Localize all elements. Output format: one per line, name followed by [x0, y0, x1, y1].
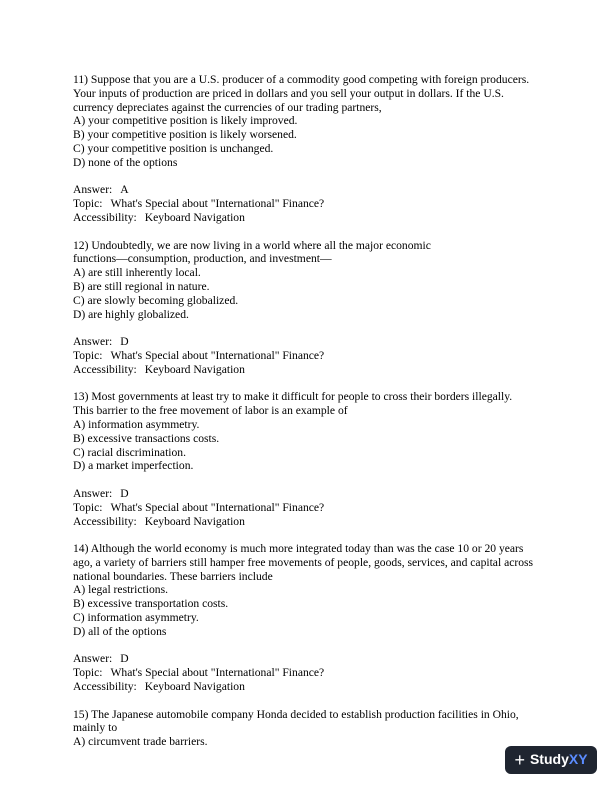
option-c: C) information asymmetry. — [73, 611, 199, 625]
option-b: B) are still regional in nature. — [73, 279, 210, 293]
answer-line — [73, 487, 553, 501]
studyxy-badge[interactable] — [505, 746, 597, 774]
option-b: B) excessive transportation costs. — [73, 597, 229, 611]
answer-line — [73, 183, 553, 197]
answer-value: D — [120, 335, 129, 349]
answer-block-12 — [73, 335, 553, 376]
option-c: C) racial discrimination. — [73, 445, 187, 459]
option-a: A) your competitive position is likely improved. — [73, 114, 298, 128]
question-line: 14) Although the world economy is much more integrated today than was the case 10 or 20 years — [73, 542, 524, 556]
option-a: A) circumvent trade barriers. — [73, 735, 208, 749]
option-d: D) are highly globalized. — [73, 307, 189, 321]
accessibility-value: Keyboard Navigation — [144, 362, 245, 376]
answer-value: A — [120, 183, 129, 197]
option-a: A) information asymmetry. — [73, 417, 200, 431]
question-line: functions—consumption, production, and investment— — [73, 252, 332, 266]
accessibility-label: Accessibility: — [73, 210, 137, 224]
question-line: 11) Suppose that you are a U.S. producer of a commodity good competing with foreign producers. — [73, 73, 530, 86]
accessibility-label: Accessibility: — [73, 680, 137, 694]
topic-label: Topic: — [73, 500, 103, 514]
accessibility-line — [73, 515, 553, 529]
answer-label: Answer: — [73, 335, 113, 349]
answer-line — [73, 652, 553, 666]
option-a: A) legal restrictions. — [73, 583, 168, 597]
answer-label: Answer: — [73, 652, 113, 666]
question-line: 12) Undoubtedly, we are now living in a world where all the major economic — [73, 238, 431, 252]
option-d: D) all of the options — [73, 624, 167, 638]
answer-line — [73, 335, 553, 349]
question-line: ago, a variety of barriers still hamper free movements of people, goods, services, and capital across — [73, 555, 534, 569]
option-b: B) excessive transactions costs. — [73, 431, 220, 445]
topic-label: Topic: — [73, 348, 103, 362]
question-line: 13) Most governments at least try to make it difficult for people to cross their borders illegally. — [73, 390, 513, 404]
question-line: This barrier to the free movement of labor is an example of — [73, 404, 348, 418]
answer-value: D — [120, 486, 129, 500]
topic-value: What's Special about "International" Finance? — [110, 500, 325, 514]
question-line: national boundaries. These barriers include — [73, 569, 273, 583]
accessibility-line — [73, 680, 553, 694]
option-d: D) none of the options — [73, 155, 178, 169]
topic-label: Topic: — [73, 197, 103, 211]
plus-icon: + — [514, 750, 525, 770]
topic-value: What's Special about "International" Finance? — [110, 348, 325, 362]
option-c: C) are slowly becoming globalized. — [73, 293, 239, 307]
accessibility-label: Accessibility: — [73, 362, 137, 376]
option-c: C) your competitive position is unchanged. — [73, 141, 274, 155]
answer-label: Answer: — [73, 183, 113, 197]
accessibility-label: Accessibility: — [73, 514, 137, 528]
answer-block-13 — [73, 487, 553, 528]
option-d: D) a market imperfection. — [73, 459, 194, 473]
topic-label: Topic: — [73, 666, 103, 680]
question-14 — [73, 542, 553, 639]
topic-line — [73, 349, 553, 363]
accessibility-line — [73, 363, 553, 377]
answer-block-11 — [73, 183, 553, 224]
badge-brand-study: Study — [529, 751, 569, 768]
question-11 — [73, 73, 553, 170]
question-line: Your inputs of production are priced in dollars and you sell your output in dollars. If the U.S. — [73, 86, 504, 100]
answer-value: D — [120, 652, 129, 666]
topic-line — [73, 197, 553, 211]
topic-line — [73, 666, 553, 680]
question-12 — [73, 239, 553, 322]
question-line: mainly to — [73, 721, 118, 735]
topic-value: What's Special about "International" Finance? — [110, 666, 325, 680]
answer-label: Answer: — [73, 486, 113, 500]
document-body — [73, 73, 553, 763]
accessibility-value: Keyboard Navigation — [144, 680, 245, 694]
option-a: A) are still inherently local. — [73, 266, 201, 280]
topic-value: What's Special about "International" Finance? — [110, 197, 325, 211]
accessibility-line — [73, 211, 553, 225]
badge-brand — [530, 753, 588, 767]
answer-block-14 — [73, 652, 553, 693]
question-line: currency depreciates against the currencies of our trading partners, — [73, 100, 382, 114]
question-13 — [73, 390, 553, 473]
accessibility-value: Keyboard Navigation — [144, 210, 245, 224]
question-line: 15) The Japanese automobile company Honda decided to establish production facilities in Ohio, — [73, 707, 519, 721]
badge-brand-xy: XY — [568, 751, 588, 768]
option-b: B) your competitive position is likely worsened. — [73, 128, 297, 142]
topic-line — [73, 501, 553, 515]
question-15 — [73, 708, 553, 749]
accessibility-value: Keyboard Navigation — [144, 514, 245, 528]
